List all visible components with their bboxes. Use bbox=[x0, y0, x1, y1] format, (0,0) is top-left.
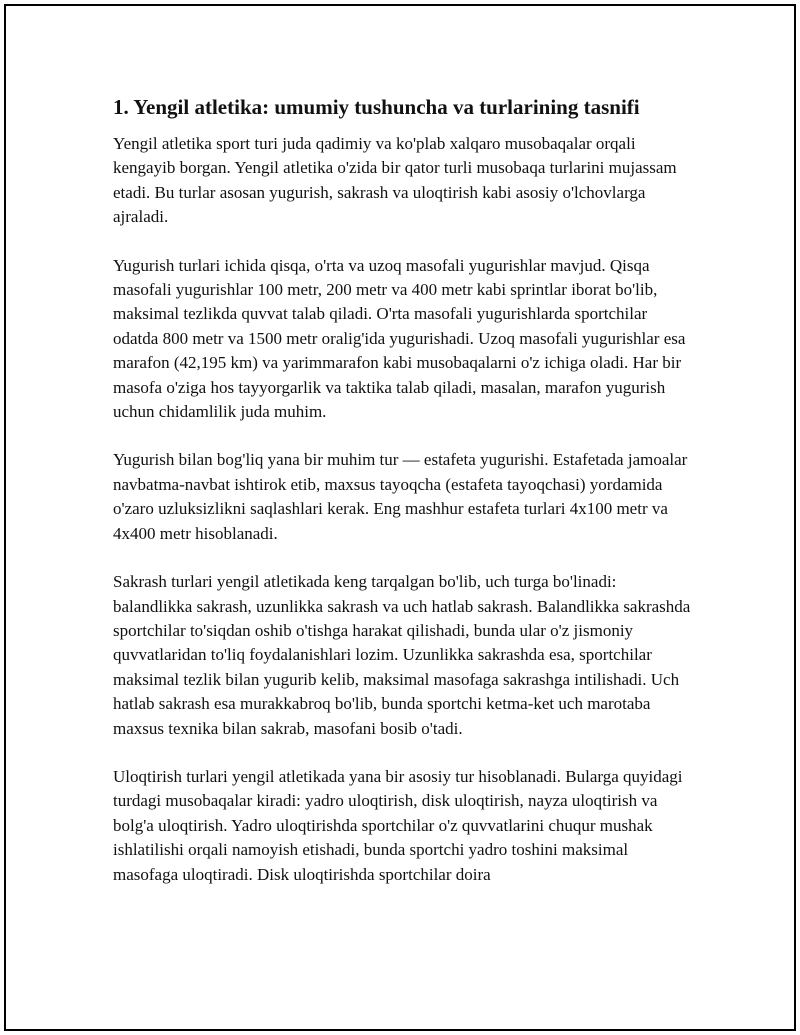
paragraph-relay: Yugurish bilan bog'liq yana bir muhim tur — estafeta yugurishi. Estafetada jamoalar navbatma-navbat ishtirok etib, maxsus tayoqcha (estafeta tayoqchasi) yordamida o'zaro uzluksizlikni saqlashlari kerak. Eng mashhur estafeta turlari 4x100 metr va 4x400 metr hisoblanadi. bbox=[113, 450, 688, 543]
paragraph-intro: Yengil atletika sport turi juda qadimiy va ko'plab xalqaro musobaqalar orqali kengayib borgan. Yengil atletika o'zida bir qator turli musobaqa turlarini mujassam etadi. Bu turlar asosan yugurish, sakrash va uloqtirish kabi asosiy o'lchovlarga ajraladi. bbox=[113, 134, 677, 227]
section-heading: 1. Yengil atletika: umumiy tushuncha va turlarining tasnifi bbox=[113, 95, 640, 119]
document-body bbox=[113, 92, 693, 911]
paragraph-jumping: Sakrash turlari yengil atletikada keng tarqalgan bo'lib, uch turga bo'linadi: balandlikka sakrash, uzunlikka sakrash va uch hatlab sakrash. Balandlikka sakrashda sportchilar to'siqdan oshib o'tishga harakat qilishadi, bunda ular o'z jismoniy quvvatlaridan to'liq foydalanishlari lozim. Uzunlikka sakrashda esa, sportchilar maksimal tezlik bilan yugurib kelib, maksimal masofaga sakrashga intilishadi. Uch hatlab sakrash esa murakkabroq bo'lib, bunda sportchi ketma-ket uch marotaba maxsus texnika bilan sakrab, masofani bosib o'tadi. bbox=[113, 572, 691, 738]
paragraph-running: Yugurish turlari ichida qisqa, o'rta va uzoq masofali yugurishlar mavjud. Qisqa masofali yugurishlar 100 metr, 200 metr va 400 metr kabi sprintlar iborat bo'lib, maksimal tezlikda quvvat talab qiladi. O'rta masofali yugurishlarda sportchilar odatda 800 metr va 1500 metr oralig'ida yugurishadi. Uzoq masofali yugurishlar esa marafon (42,195 km) va yarimmarafon kabi musobaqalarni o'z ichiga oladi. Har bir masofa o'ziga hos tayyorgarlik va taktika talab qiladi, masalan, marafon yugurish uchun chidamlilik juda muhim. bbox=[113, 255, 686, 422]
paragraph-throwing: Uloqtirish turlari yengil atletikada yana bir asosiy tur hisoblanadi. Bularga quyidagi turdagi musobaqalar kiradi: yadro uloqtirish, disk uloqtirish, nayza uloqtirish va bolg'a uloqtirish. Yadro uloqtirishda sportchilar o'z quvvatlarini chuqur mushak ishlatilishi orqali namoyish etishadi, bunda sportchi yadro toshini maksimal masofaga uloqtiradi. Disk uloqtirishda sportchilar doira bbox=[113, 766, 683, 884]
